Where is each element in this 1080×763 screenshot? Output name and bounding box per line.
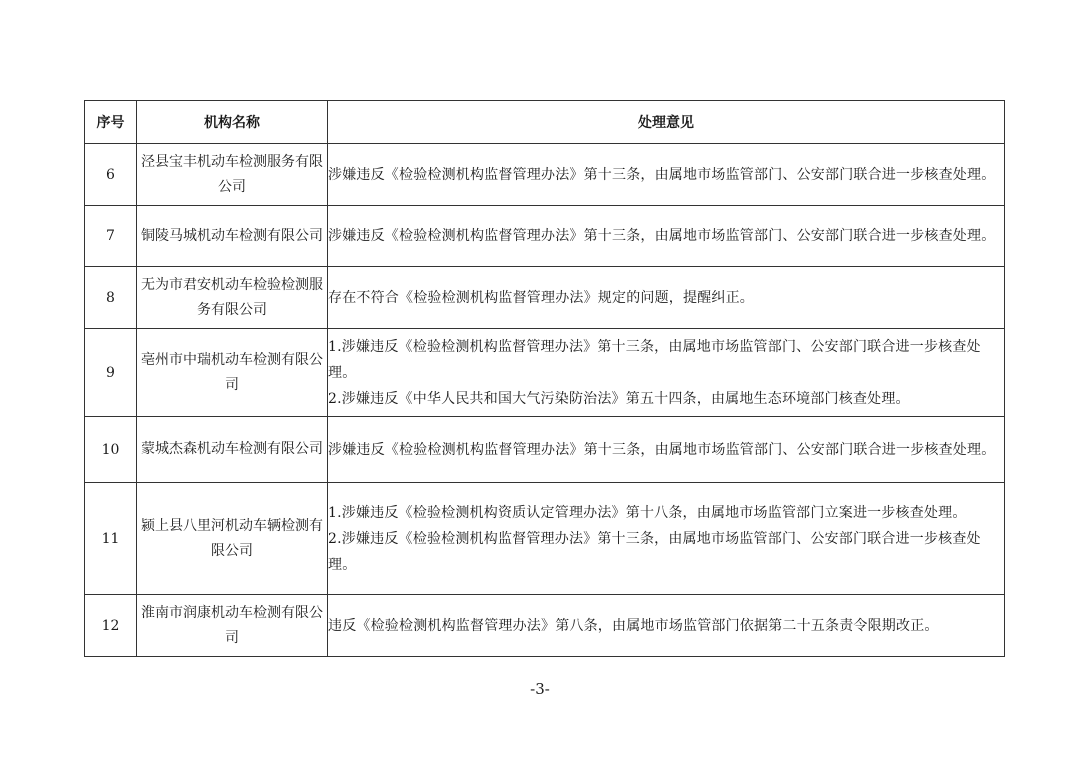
table-header-row: [85, 101, 1005, 144]
opinion-line: 1.涉嫌违反《检验检测机构资质认定管理办法》第十八条，由属地市场监管部门立案进一步核查处理。: [328, 504, 967, 521]
row-handling-opinion: [328, 206, 1005, 267]
table-row: [85, 144, 1005, 206]
opinion-line: 2.涉嫌违反《中华人民共和国大气污染防治法》第五十四条，由属地生态环境部门核查处理。: [328, 390, 910, 407]
inspection-results-table: [84, 100, 1005, 657]
row-serial-number: 6: [85, 144, 137, 206]
row-organization-name: 颍上县八里河机动车辆检测有限公司: [137, 483, 328, 595]
row-serial-number: 8: [85, 267, 137, 329]
opinion-line: 违反《检验检测机构监督管理办法》第八条，由属地市场监管部门依据第二十五条责令限期改正。: [328, 617, 939, 634]
row-organization-name: 淮南市润康机动车检测有限公司: [137, 595, 328, 657]
table-row: [85, 417, 1005, 483]
page-number: -3-: [530, 680, 550, 698]
opinion-line: 1.涉嫌违反《检验检测机构监督管理办法》第十三条，由属地市场监管部门、公安部门联合进一步核查处理。: [328, 338, 981, 381]
row-serial-number: 9: [85, 329, 137, 417]
row-handling-opinion: [328, 483, 1005, 595]
opinion-line: 涉嫌违反《检验检测机构监督管理办法》第十三条，由属地市场监管部门、公安部门联合进一步核查处理。: [328, 441, 996, 458]
row-handling-opinion: [328, 329, 1005, 417]
row-serial-number: 10: [85, 417, 137, 483]
table-row: [85, 329, 1005, 417]
row-handling-opinion: [328, 144, 1005, 206]
table-row: [85, 595, 1005, 657]
row-serial-number: 11: [85, 483, 137, 595]
table-row: [85, 206, 1005, 267]
table-row: [85, 267, 1005, 329]
header-organization-name: 机构名称: [137, 101, 328, 144]
opinion-line: 涉嫌违反《检验检测机构监督管理办法》第十三条，由属地市场监管部门、公安部门联合进一步核查处理。: [328, 166, 996, 183]
header-serial-number: 序号: [85, 101, 137, 144]
opinion-line: 存在不符合《检验检测机构监督管理办法》规定的问题，提醒纠正。: [328, 289, 754, 306]
row-organization-name: 无为市君安机动车检验检测服务有限公司: [137, 267, 328, 329]
opinion-line: 2.涉嫌违反《检验检测机构监督管理办法》第十三条，由属地市场监管部门、公安部门联合进一步核查处理。: [328, 530, 981, 573]
row-handling-opinion: [328, 267, 1005, 329]
row-organization-name: 亳州市中瑞机动车检测有限公司: [137, 329, 328, 417]
row-handling-opinion: [328, 417, 1005, 483]
table-row: [85, 483, 1005, 595]
opinion-line: 涉嫌违反《检验检测机构监督管理办法》第十三条，由属地市场监管部门、公安部门联合进一步核查处理。: [328, 228, 996, 244]
row-serial-number: 7: [85, 206, 137, 267]
header-handling-opinion: 处理意见: [328, 101, 1005, 144]
row-serial-number: 12: [85, 595, 137, 657]
row-organization-name: 泾县宝丰机动车检测服务有限公司: [137, 144, 328, 206]
row-handling-opinion: [328, 595, 1005, 657]
row-organization-name: 蒙城杰森机动车检测有限公司: [137, 417, 328, 483]
row-organization-name: 铜陵马城机动车检测有限公司: [137, 206, 328, 267]
